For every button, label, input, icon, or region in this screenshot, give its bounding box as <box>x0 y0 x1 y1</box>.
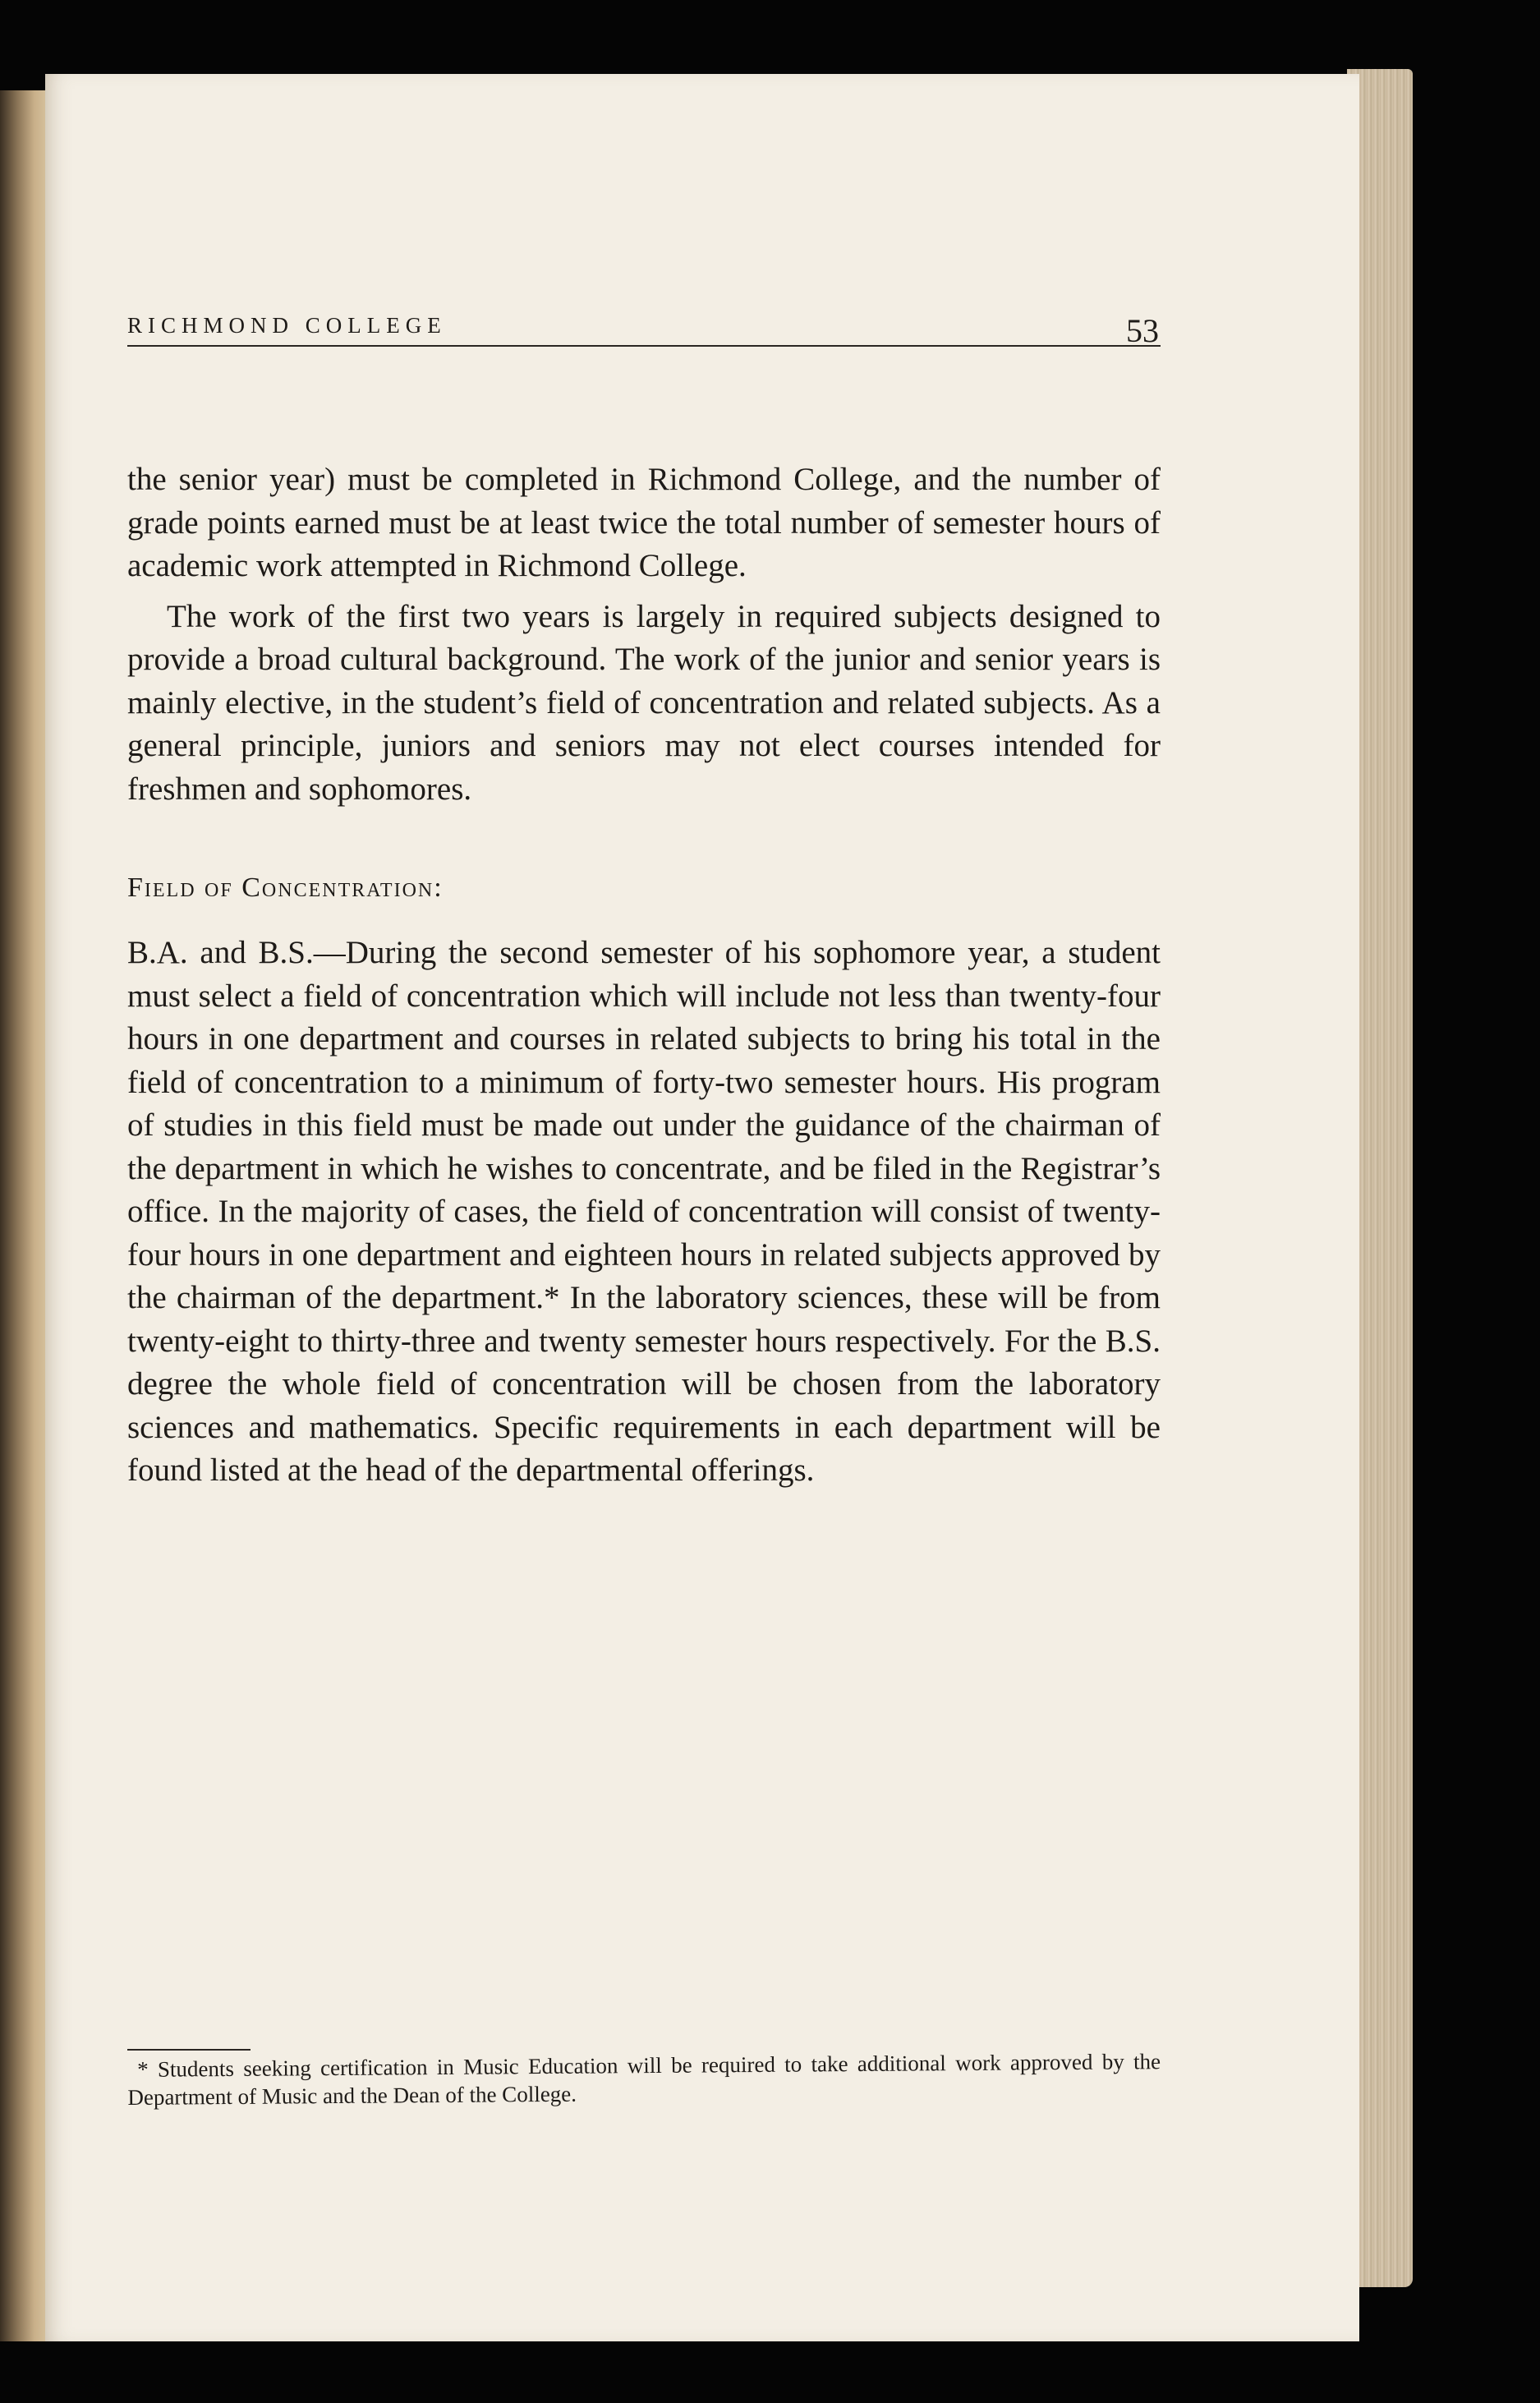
footnote: * Students seeking certification in Music Education will be required to take additional work approved by the Department of Music and the Dean of the College. <box>127 2049 1161 2110</box>
section-heading: Field of Concentration: <box>127 872 444 903</box>
paragraph-required-subjects: The work of the first two years is largely in required subjects designed to provide a broad cultural background. The work of the junior and senior years is mainly elective, in the student’s field of concentration and related subjects. As a general principle, juniors and seniors may not elect courses intended for freshmen and sophomores. <box>127 598 1161 807</box>
paragraph-field-of-concentration: B.A. and B.S.—During the second semester of his sophomore year, a student must select a field of concentration which will include not less than twenty-four hours in one department and courses in related subjects to bring his total in the field of concentration to a minimum of forty-two semester hours. His program of studies in this field must be made out under the guidance of the chairman of the department in which he wishes to concentrate, and be filed in the Registrar’s office. In the majority of cases, the field of concentration will consist of twenty-four hours in one department and eighteen hours in related subjects approved by the chairman of the department.* In the laboratory sciences, these will be from twenty-eight to thirty-three and twenty semester hours respectively. For the B.S. degree the whole field of concentration will be chosen from the laboratory sciences and mathematics. Specific requirements in each department will be found listed at the head of the departmental offerings. <box>127 935 1161 1488</box>
running-head: RICHMOND COLLEGE <box>127 313 447 338</box>
page-number: 53 <box>1126 312 1159 349</box>
paragraph-continued: the senior year) must be completed in Richmond College, and the number of grade points earned must be at least twice the total number of semester hours of academic work attempted in Richmond College. <box>127 462 1161 583</box>
book-page <box>45 74 1359 2341</box>
book-binding-edge <box>0 90 49 2341</box>
footnote-rule <box>127 2049 251 2051</box>
section-body <box>127 932 1161 1493</box>
body-text <box>127 458 1161 811</box>
page-header <box>127 294 1161 347</box>
